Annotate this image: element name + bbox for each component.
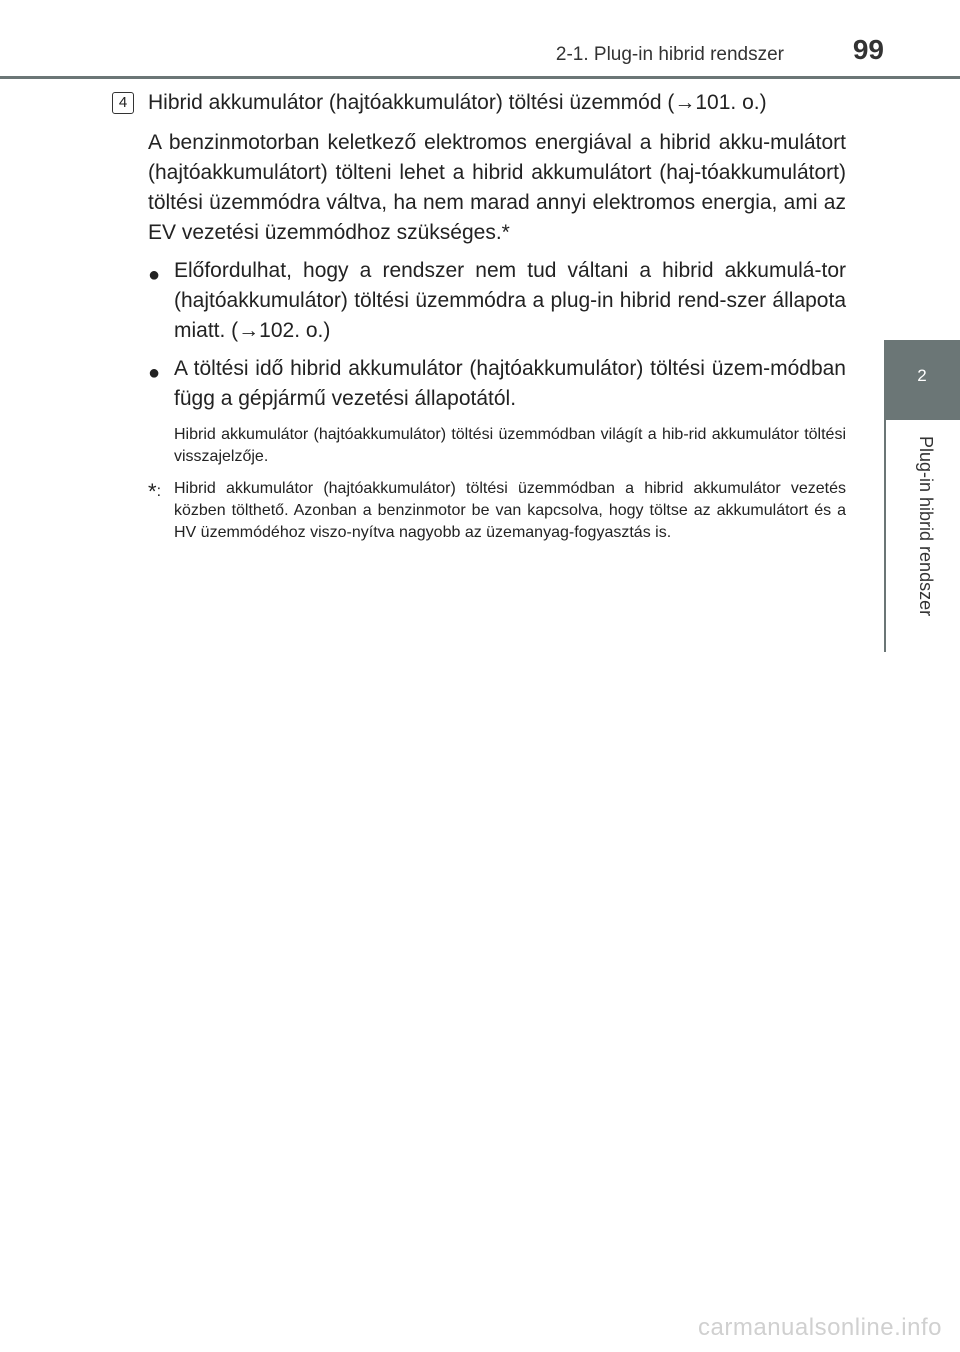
item-paragraph: A benzinmotorban keletkező elektromos energiával a hibrid akku-mulátort (hajtóakkumulátort) tölteni lehet a hibrid akkumulátort (haj-tóakkumulátort) töltési üzemmódra váltva, ha nem marad annyi elektromos energia, ami az EV vezetési üzemmódhoz szükséges.* — [148, 131, 846, 244]
chapter-title: Plug-in hibrid rendszer — [916, 436, 936, 617]
item-number-badge: 4 — [112, 92, 134, 114]
item-heading — [110, 88, 846, 118]
bullet-text: Előfordulhat, hogy a rendszer nem tud váltani a hibrid akkumulá-tor (hajtóakkumulátor) töltési üzemmódra a plug-in hibrid rend-szer állapota miatt. (→102. o.) — [174, 259, 846, 342]
page-header — [0, 0, 960, 80]
header-divider — [0, 76, 960, 79]
page-number: 99 — [852, 34, 884, 65]
bullet-text: A töltési idő hibrid akkumulátor (hajtóakkumulátor) töltési üzem-módban függ a gépjármű vezetési állapotától. — [174, 357, 846, 410]
main-content — [110, 88, 846, 544]
asterisk-icon: * — [148, 479, 157, 504]
info-note: Hibrid akkumulátor (hajtóakkumulátor) töltési üzemmódban világít a hib-rid akkumulátor töltési visszajelzője. — [174, 426, 846, 465]
footnote — [148, 478, 846, 544]
chapter-tab-border-left — [884, 420, 886, 652]
footnote-text: Hibrid akkumulátor (hajtóakkumulátor) töltési üzemmódban a hibrid akkumulátor vezetés közben tölthető. Azonban a benzinmotor be van kapcsolva, hogy töltse az akkumulátort és a HV üzemmódéhoz viszo-nyítva nagyobb az üzemanyag-fogyasztás is. — [174, 480, 846, 541]
bullet-item — [148, 354, 846, 414]
bullet-dot-icon: ● — [148, 264, 161, 286]
bullet-item — [148, 256, 846, 346]
footnote-marker — [148, 478, 161, 503]
section-title: 2-1. Plug-in hibrid rendszer — [555, 44, 784, 65]
chapter-number: 2 — [917, 366, 927, 385]
chapter-tab — [884, 340, 960, 420]
bullet-dot-icon: ● — [148, 362, 161, 384]
watermark: carmanualsonline.info — [698, 1314, 942, 1341]
item-heading-text: Hibrid akkumulátor (hajtóakkumulátor) töltési üzemmód (→101. o.) — [148, 91, 767, 114]
footnote-colon: : — [156, 483, 162, 500]
